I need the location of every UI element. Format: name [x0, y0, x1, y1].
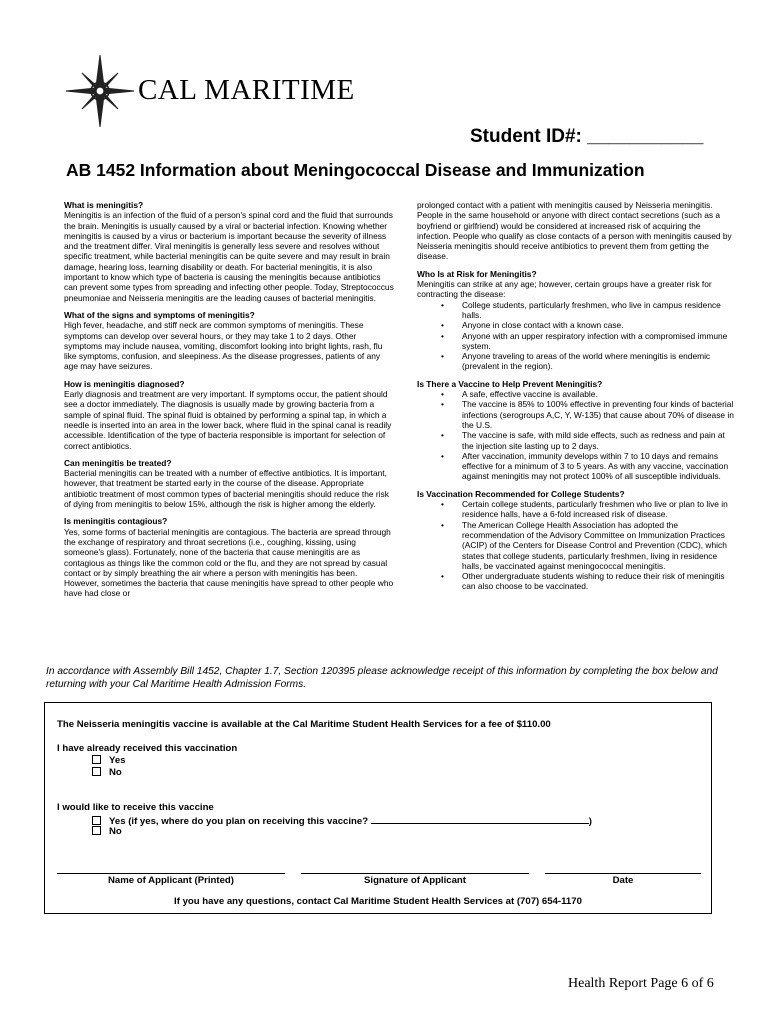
section-body: Bacterial meningitis can be treated with a number of effective antibiotics. It is important, however, that treatment be started early in the course of the disease. Appropriate antibiotic treatment of most common types of bacterial meningitis should reduce the risk of dying from meningitis to below 15%, although the risk is higher among the elderly.	[64, 468, 389, 510]
name-line[interactable]	[57, 873, 285, 874]
left-column	[64, 200, 394, 606]
prevent-list	[417, 389, 735, 482]
name-label: Name of Applicant (Printed)	[108, 875, 234, 886]
section-heading: Is meningitis contagious?	[64, 516, 168, 527]
vaccination-form-box	[44, 702, 712, 914]
list-item: • Other undergraduate students wishing to reduce their risk of meningitis can also choose to be vaccinated.	[417, 571, 735, 592]
page-footer: Health Report Page 6 of 6	[568, 976, 714, 991]
checkbox[interactable]	[92, 755, 101, 764]
list-item: • Anyone with an upper respiratory infection with a compromised immune system.	[417, 331, 735, 352]
section-diagnosis	[64, 379, 394, 451]
contact-text: If you have any questions, contact Cal Maritime Student Health Services at (707) 654-1170	[174, 896, 582, 907]
college-list	[417, 499, 735, 592]
continuation-text: prolonged contact with a patient with meningitis caused by Neisseria meningitis. People in the same household or anyone with direct contact secretions (such as a boyfriend or girlfriend) would be considered at increased risk of acquiring the infection. People who qualify as close contacts of a person with meningitis caused by Neisseria meningitis should receive antibiotics to prevent them from getting the disease.	[417, 200, 732, 262]
option-label: Yes	[109, 755, 126, 766]
date-label: Date	[612, 875, 634, 886]
section-contagious	[64, 516, 394, 598]
section-heading: What of the signs and symptoms of meningitis?	[64, 309, 255, 320]
list-item: • Anyone in close contact with a known case.	[417, 320, 735, 330]
section-what-is	[64, 200, 394, 303]
section-heading: Is There a Vaccine to Help Prevent Meningitis?	[417, 378, 603, 389]
section-body: Early diagnosis and treatment are very important. If symptoms occur, the patient should see a doctor immediately. The diagnosis is usually made by growing bacteria from a sample of spinal fluid. The spinal fluid is obtained by performing a spinal tap, in which a needle is inserted into an area in the lower back, where fluid in the spinal canal is readily accessible. Identification of the type of bacteria responsible is important for selection of correct antibiotics.	[64, 389, 392, 451]
risk-list	[417, 300, 735, 372]
option-label: No	[109, 826, 122, 837]
section-prevent	[417, 379, 735, 482]
section-risk	[417, 269, 735, 372]
section-heading: Is Vaccination Recommended for College Students?	[417, 488, 625, 499]
date-line[interactable]	[545, 873, 701, 874]
signature-label: Signature of Applicant	[364, 875, 466, 886]
section-symptoms	[64, 310, 394, 372]
checkbox[interactable]	[92, 816, 101, 825]
section-body: High fever, headache, and stiff neck are common symptoms of meningitis. These symptoms can develop over several hours, or they may take 1 to 2 days. Other symptoms may include nausea, vomiting, discomfort looking into bright lights, rash, flu like symptoms, confusion, and sleepiness. As the disease progresses, patients of any age may have seizures.	[64, 320, 383, 372]
page-title: AB 1452 Information about Meningococcal Disease and Immunization	[66, 160, 645, 180]
section-treatment	[64, 458, 394, 509]
list-item: • The vaccine is safe, with mild side effects, such as redness and pain at the injection site lasting up to 2 days.	[417, 430, 735, 451]
section-intro: Meningitis can strike at any age; however, certain groups have a greater risk for contracting the disease:	[417, 279, 712, 300]
list-item: • After vaccination, immunity develops within 7 to 10 days and remains effective for a minimum of 3 to 5 years. As with any vaccine, vaccination against meningitis may not protect 100% of all susceptible individuals.	[417, 451, 735, 482]
already-yes-option[interactable]	[92, 755, 126, 766]
checkbox[interactable]	[92, 826, 101, 835]
signature-line[interactable]	[301, 873, 529, 874]
location-input[interactable]	[371, 814, 589, 824]
receive-vaccine-label: I would like to receive this vaccine	[57, 802, 214, 813]
checkbox[interactable]	[92, 767, 101, 776]
list-item: • A safe, effective vaccine is available.	[417, 389, 735, 399]
receive-no-option[interactable]	[92, 826, 122, 837]
section-heading: What is meningitis?	[64, 200, 144, 210]
section-body: Yes, some forms of bacterial meningitis are contagious. The bacteria are spread through the exchange of respiratory and throat secretions (i.e., coughing, kissing, using someone's glass). Fortunately, none of the bacteria that cause meningitis are as contagious as things like the common cold or the flu, and they are not spread by casual contact or by simply breathing the air where a person with meningitis has been. However, sometimes the bacteria that cause meningitis have spread to other people who have had close or	[64, 526, 394, 599]
list-item: • College students, particularly freshmen, who live in campus residence halls.	[417, 300, 735, 321]
student-id-field: Student ID#: ___________	[470, 126, 704, 147]
section-college	[417, 489, 735, 592]
list-item: • Certain college students, particularly freshmen who live or plan to live in residence halls, have a 6-fold increased risk of disease.	[417, 499, 735, 520]
section-body: Meningitis is an infection of the fluid of a person's spinal cord and the fluid that surrounds the brain. Meningitis is usually caused by a viral or bacterial infection. Knowing whether meningitis is caused by a virus or bacterium is important because the severity of illness and the treatment differ. Viral meningitis is generally less severe and resolves without specific treatment, while bacterial meningitis can be quite severe and may result in brain damage, hearing loss, learning disability or death. For bacterial meningitis, it is also important to know which type of bacteria is causing the meningitis because antibiotics can prevent some types from spreading and infecting other people. Today, Streptococcus pneumoniae and Neisseria meningitis are the leading causes of bacterial meningitis.	[64, 210, 394, 303]
closing-paren: )	[588, 816, 592, 827]
list-item: • The vaccine is 85% to 100% effective in preventing four kinds of bacterial infections (serogroups A,C, Y, W-135) that cause about 70% of disease in the U.S.	[417, 399, 735, 430]
already-received-label: I have already received this vaccination	[57, 743, 238, 754]
section-heading: Can meningitis be treated?	[64, 457, 172, 468]
right-column	[417, 200, 735, 599]
section-heading: Who Is at Risk for Meningitis?	[417, 268, 537, 279]
option-label: No	[109, 767, 122, 778]
list-item: • Anyone traveling to areas of the world where meningitis is endemic (prevalent in the region).	[417, 351, 735, 372]
logo-wordmark: CAL MARITIME	[138, 74, 355, 106]
acknowledgement-notice: In accordance with Assembly Bill 1452, Chapter 1.7, Section 120395 please acknowledge receipt of this information by completing the box below and returning with your Cal Maritime Health Admission Forms.	[46, 666, 718, 690]
receive-yes-option[interactable]	[92, 814, 592, 827]
section-heading: How is meningitis diagnosed?	[64, 378, 185, 389]
fee-text: The Neisseria meningitis vaccine is available at the Cal Maritime Student Health Services for a fee of $110.00	[57, 719, 551, 730]
already-no-option[interactable]	[92, 767, 122, 778]
list-item: • The American College Health Association has adopted the recommendation of the Advisory Committee on Immunization Practices (ACIP) of the Centers for Disease Control and Prevention (CDC), which states that college students, particularly freshmen, living in residence halls, be vaccinated against meningococcal meningitis.	[417, 520, 735, 571]
option-label: Yes (if yes, where do you plan on receiving this vaccine?	[109, 816, 369, 827]
